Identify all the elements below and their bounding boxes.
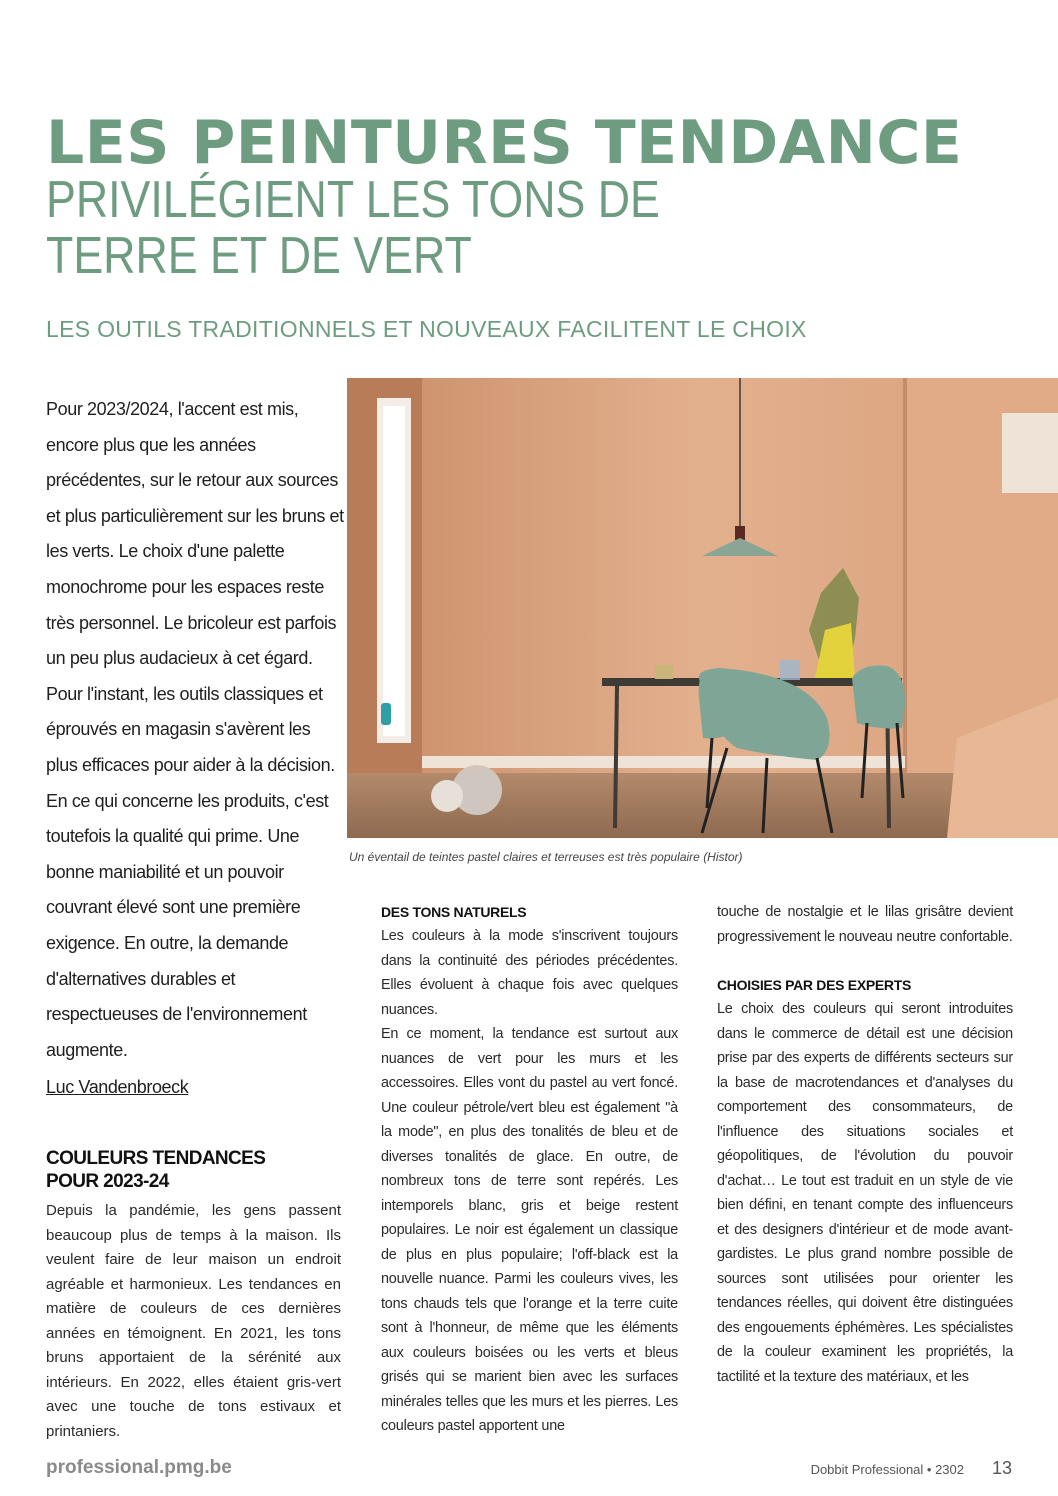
wall-art bbox=[1002, 413, 1058, 493]
section-body-experts: Le choix des couleurs qui seront introduites dans le commerce de détail est une décision prise par des experts de différents secteurs sur la base de macrotendances et d'analyses du comportement des consommateurs, de l'influence des situations sociales et géopolitiques, de l'évolution du pouvoir d'achat… Le tout est traduit en un style de vie bien défini, en tenant compte des influenceurs et des designers d'intérieur et de mode avant-gardistes. Le plus grand nombre possible de sources sont utilisées pour orienter les tendances réelles, qui doivent être distinguées des engouements éphémères. Les spécialistes de la couleur examinent les propriétés, la tactilité et la texture des matériaux, et les bbox=[717, 1001, 1013, 1385]
photo-caption: Un éventail de teintes pastel claires et terreuses est très populaire (Histor) bbox=[349, 850, 743, 864]
intro-paragraph: Pour 2023/2024, l'accent est mis, encore plus que les années précédentes, sur le retour aux sources et plus particulièrement sur les bruns et les verts. Le choix d'une palette monochrome pour les espaces reste très personnel. Le bricoleur est parfois un peu plus audacieux à cet égard. Pour l'instant, les outils classiques et éprouvés en magasin s'avèrent les plus efficaces pour aider à la décision. En ce qui concerne les produits, c'est toutefois la qualité qui prime. Une bonne maniabilité et un pouvoir couvrant élevé sont une première exigence. En outre, la demande d'alternatives durables et respectueuses de l'environnement augmente. bbox=[46, 399, 344, 1060]
section-body-naturels-1: Les couleurs à la mode s'inscrivent toujours dans la continuité des périodes précédentes. Elles évoluent à chaque fois avec quelques nuances. bbox=[381, 928, 678, 1018]
dining-room-photo bbox=[347, 378, 1058, 838]
footer-publication: Dobbit Professional • 2302 bbox=[810, 1462, 964, 1477]
subheadline: LES OUTILS TRADITIONNELS ET NOUVEAUX FACILITENT LE CHOIX bbox=[46, 316, 807, 342]
column-middle bbox=[381, 900, 678, 1439]
section-heading-experts: CHOISIES PAR DES EXPERTS bbox=[717, 977, 912, 993]
section-body-couleurs: Depuis la pandémie, les gens passent beaucoup plus de temps à la maison. Ils veulent faire de leur maison un endroit agréable et harmonieux. Les tendances en matière de couleurs de ces dernières années en témoignent. En 2021, les tons bruns apportaient de la sérénité aux intérieurs. En 2022, elles étaient gris-vert avec une touche de tons estivaux et printaniers. bbox=[46, 1202, 341, 1440]
section-heading-couleurs: COULEURS TENDANCES POUR 2023-24 bbox=[46, 1148, 266, 1192]
headline-bold: LES PEINTURES TENDANCE bbox=[46, 108, 963, 178]
page-number: 13 bbox=[992, 1458, 1013, 1478]
section-heading-naturels: DES TONS NATURELS bbox=[381, 904, 527, 920]
headline-light: PRIVILÉGIENT LES TONS DE TERRE ET DE VERT bbox=[46, 171, 660, 285]
section-body-naturels-continued: touche de nostalgie et le lilas grisâtre devient progressivement le nouveau neutre confortable. bbox=[717, 904, 1013, 945]
column-right bbox=[717, 900, 1013, 1389]
author-byline: Luc Vandenbroeck bbox=[46, 1077, 189, 1097]
footer-website: professional.pmg.be bbox=[46, 1457, 232, 1478]
section-body-naturels-2: En ce moment, la tendance est surtout aux nuances de vert pour les murs et les accessoires. Elles vont du pastel au vert foncé. Une couleur pétrole/vert bleu est également "à la mode", en plus des tonalités de bleu et de diverses tonalités de glace. En outre, de nombreux tons de terre sont repérés. Les intemporels blanc, gris et beige restent populaires. Le noir est également un classique de plus en plus populaire; l'off-black est la nouvelle nuance. Parmi les couleurs vives, les tons chauds tels que l'orange et la terre cuite sont à l'honneur, de même que les éléments aux couleurs boisées ou les verts et bleus grisés qui se marient bien avec les surfaces minérales telles que les murs et les pierres. Les couleurs pastel apportent une bbox=[381, 1026, 678, 1434]
